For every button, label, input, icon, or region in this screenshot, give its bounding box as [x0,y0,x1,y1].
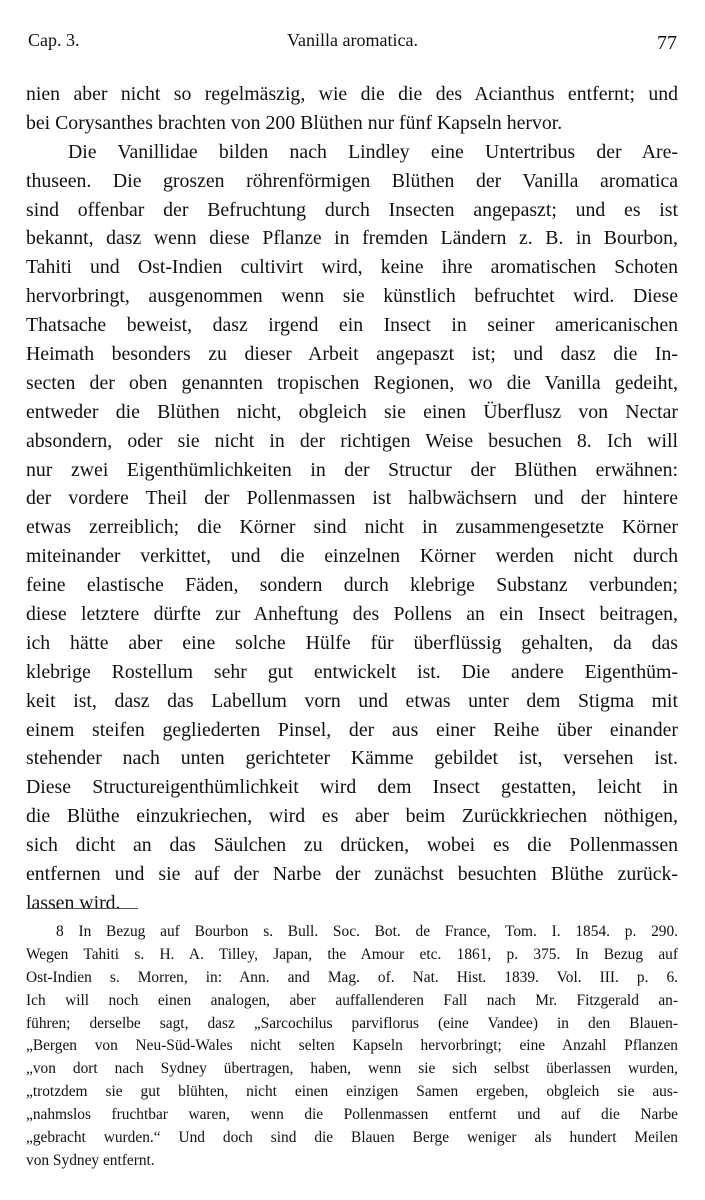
footnote-line: Wegen Tahiti s. H. A. Tilley, Japan, the Amour etc. 1861, p. 375. In Bezug auf [26,945,678,963]
text-line: lassen wird. [26,891,121,914]
text-line: entweder die Blüthen nicht, obgleich sie einen Überflusz von Nectar [26,400,678,423]
text-line: nien aber nicht so regelmäszig, wie die die des Acianthus entfernt; und [26,83,678,105]
text-line: nur zwei Eigenthümlichkeiten in der Structur der Blüthen erwähnen: [26,458,678,481]
footnote-line: führen; derselbe sagt, dasz „Sarcochilus parviflorus (eine Vandee) in den Blauen- [26,1014,678,1032]
text-line: Diese Structureigenthümlichkeit wird dem Insect gestatten, leicht in [26,776,678,799]
footnotes [26,921,678,1173]
text-line: klebrige Rostellum sehr gut entwickelt ist. Die andere Eigenthüm- [26,660,678,683]
footnote-line: „trotzdem sie gut blühten, nicht einen einzigen Samen ergeben, obgleich sie aus- [26,1083,678,1101]
main-text [26,80,678,918]
footnote-line: „von dort nach Sydney übertragen, haben, wenn sie sich selbst überlassen wurden, [26,1060,678,1078]
footnote-line: Ich will noch einen analogen, aber auffallenderen Fall nach Mr. Fitzgerald an- [26,991,678,1009]
text-line: sind offenbar der Befruchtung durch Insecten angepaszt; und es ist [26,198,678,221]
text-line: bekannt, dasz wenn diese Pflanze in fremden Ländern z. B. in Bourbon, [26,227,678,250]
footnote-divider [28,908,138,909]
text-line: secten der oben genannten tropischen Regionen, wo die Vanilla gedeiht, [26,371,678,394]
text-line: thuseen. Die groszen röhrenförmigen Blüthen der Vanilla aromatica [26,169,678,192]
text-line: ich hätte aber eine solche Hülfe für überflüssig gehalten, da das [26,631,678,654]
text-line: Heimath besonders zu dieser Arbeit angepaszt ist; und dasz die In- [26,343,678,366]
text-line: miteinander verkittet, und die einzelnen Körner werden nicht durch [26,545,678,568]
text-line: Tahiti und Ost-Indien cultivirt wird, keine ihre aromatischen Schoten [26,256,678,279]
text-line: Thatsache beweist, dasz irgend ein Insect in seiner americanischen [26,314,678,337]
footnote-line: 8 In Bezug auf Bourbon s. Bull. Soc. Bot. de France, Tom. I. 1854. p. 290. [56,923,678,940]
text-line: bei Corysanthes brachten von 200 Blüthen nur fünf Kapseln hervor. [26,111,563,134]
text-line: absondern, oder sie nicht in der richtigen Weise besuchen 8. Ich will [26,429,678,452]
running-header [28,30,677,54]
text-line: die Blüthe einzukriechen, wird es aber beim Zurückkriechen nöthigen, [26,805,678,828]
text-line: sich dicht an das Säulchen zu drücken, wobei es die Pollenmassen [26,834,678,857]
footnote-line: „gebracht wurden.“ Und doch sind die Blauen Berge weniger als hundert Meilen [26,1129,678,1147]
text-line: stehender nach unten gerichteter Kämme gebildet ist, versehen ist. [26,747,678,770]
text-line: feine elastische Fäden, sondern durch klebrige Substanz verbunden; [26,574,678,597]
footnote-line: „nahmslos fruchtbar waren, wenn die Pollenmassen entfernt und auf die Narbe [26,1106,678,1124]
footnote-line: „Bergen von Neu-Süd-Wales nicht selten Kapseln hervorbringt; eine Anzahl Pflanzen [26,1037,678,1055]
text-line: entfernen und sie auf der Narbe der zunächst besuchten Blüthe zurück- [26,863,678,886]
text-line: hervorbringt, ausgenommen wenn sie künstlich befruchtet wird. Diese [26,285,678,308]
text-line: diese letztere dürfte zur Anheftung des Pollens an ein Insect beitragen, [26,603,678,626]
text-line: der vordere Theil der Pollenmassen ist halbwächsern und der hintere [26,487,678,510]
text-line: einem steifen gegliederten Pinsel, der aus einer Reihe über einander [26,718,678,741]
page-number: 77 [657,32,677,54]
running-title: Vanilla aromatica. [287,30,418,50]
text-line: etwas zerreiblich; die Körner sind nicht in zusammengesetzte Körner [26,516,678,539]
chapter-label: Cap. 3. [28,30,80,50]
text-line: keit ist, dasz das Labellum vorn und etwas unter dem Stigma mit [26,689,678,712]
footnote-line: Ost-Indien s. Morren, in: Ann. and Mag. of. Nat. Hist. 1839. Vol. III. p. 6. [26,968,678,986]
footnote-line: von Sydney entfernt. [26,1151,155,1169]
text-line: Die Vanillidae bilden nach Lindley eine Untertribus der Are- [68,140,678,163]
